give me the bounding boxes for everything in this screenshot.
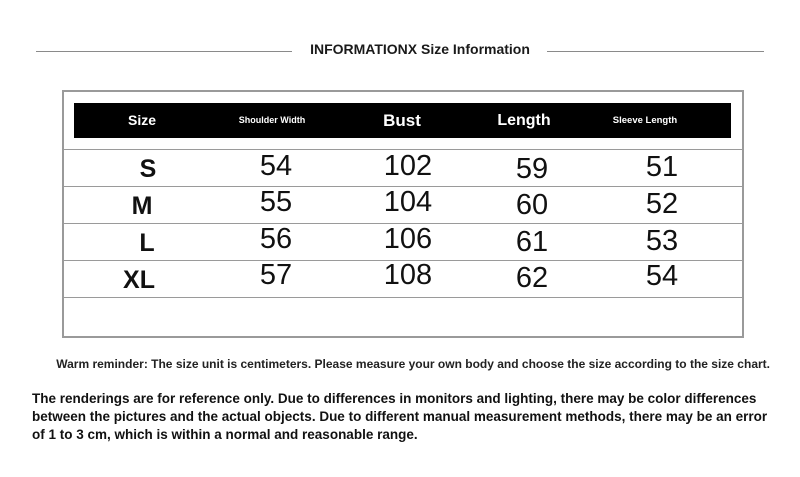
size-unit-reminder: Warm reminder: The size unit is centimeters. Please measure your own body and choose the size according to the size chart. [56, 357, 770, 371]
size-table [62, 90, 744, 338]
title-divider-left [36, 51, 292, 52]
size-label-l: L [139, 229, 155, 257]
size-label-s: S [139, 155, 157, 183]
sleeve-value-m: 52 [645, 188, 679, 220]
sleeve-value-xl: 54 [645, 260, 679, 292]
header-shoulder-width: Shoulder Width [238, 115, 306, 125]
length-value-xl: 62 [515, 262, 549, 294]
size-label-m: M [131, 192, 153, 220]
bust-value-xl: 108 [383, 259, 433, 291]
row-divider [64, 297, 742, 298]
sleeve-value-s: 51 [645, 151, 679, 183]
bust-value-m: 104 [383, 186, 433, 218]
title-divider-right [547, 51, 764, 52]
length-value-m: 60 [515, 189, 549, 221]
shoulder-value-s: 54 [259, 150, 293, 182]
header-size: Size [127, 112, 156, 128]
title-row [36, 38, 764, 64]
shoulder-value-xl: 57 [259, 259, 293, 291]
bust-value-s: 102 [383, 150, 433, 182]
header-sleeve-length: Sleeve Length [612, 115, 678, 126]
reference-notes: The renderings are for reference only. Due to differences in monitors and lighting, there may be color differences between the pictures and the actual objects. Due to different manual measurement methods, there may be an error of 1 to 3 cm, which is within a normal and reasonable range. [32, 391, 768, 442]
header-bust: Bust [383, 111, 421, 130]
page-title: INFORMATIONX Size Information [310, 41, 530, 57]
length-value-s: 59 [515, 153, 549, 185]
size-label-xl: XL [123, 266, 155, 294]
shoulder-value-m: 55 [259, 186, 293, 218]
length-value-l: 61 [515, 226, 549, 258]
header-length: Length [497, 112, 551, 129]
sleeve-value-l: 53 [645, 225, 679, 257]
table-header [74, 103, 731, 138]
shoulder-value-l: 56 [259, 223, 293, 255]
bust-value-l: 106 [383, 223, 433, 255]
